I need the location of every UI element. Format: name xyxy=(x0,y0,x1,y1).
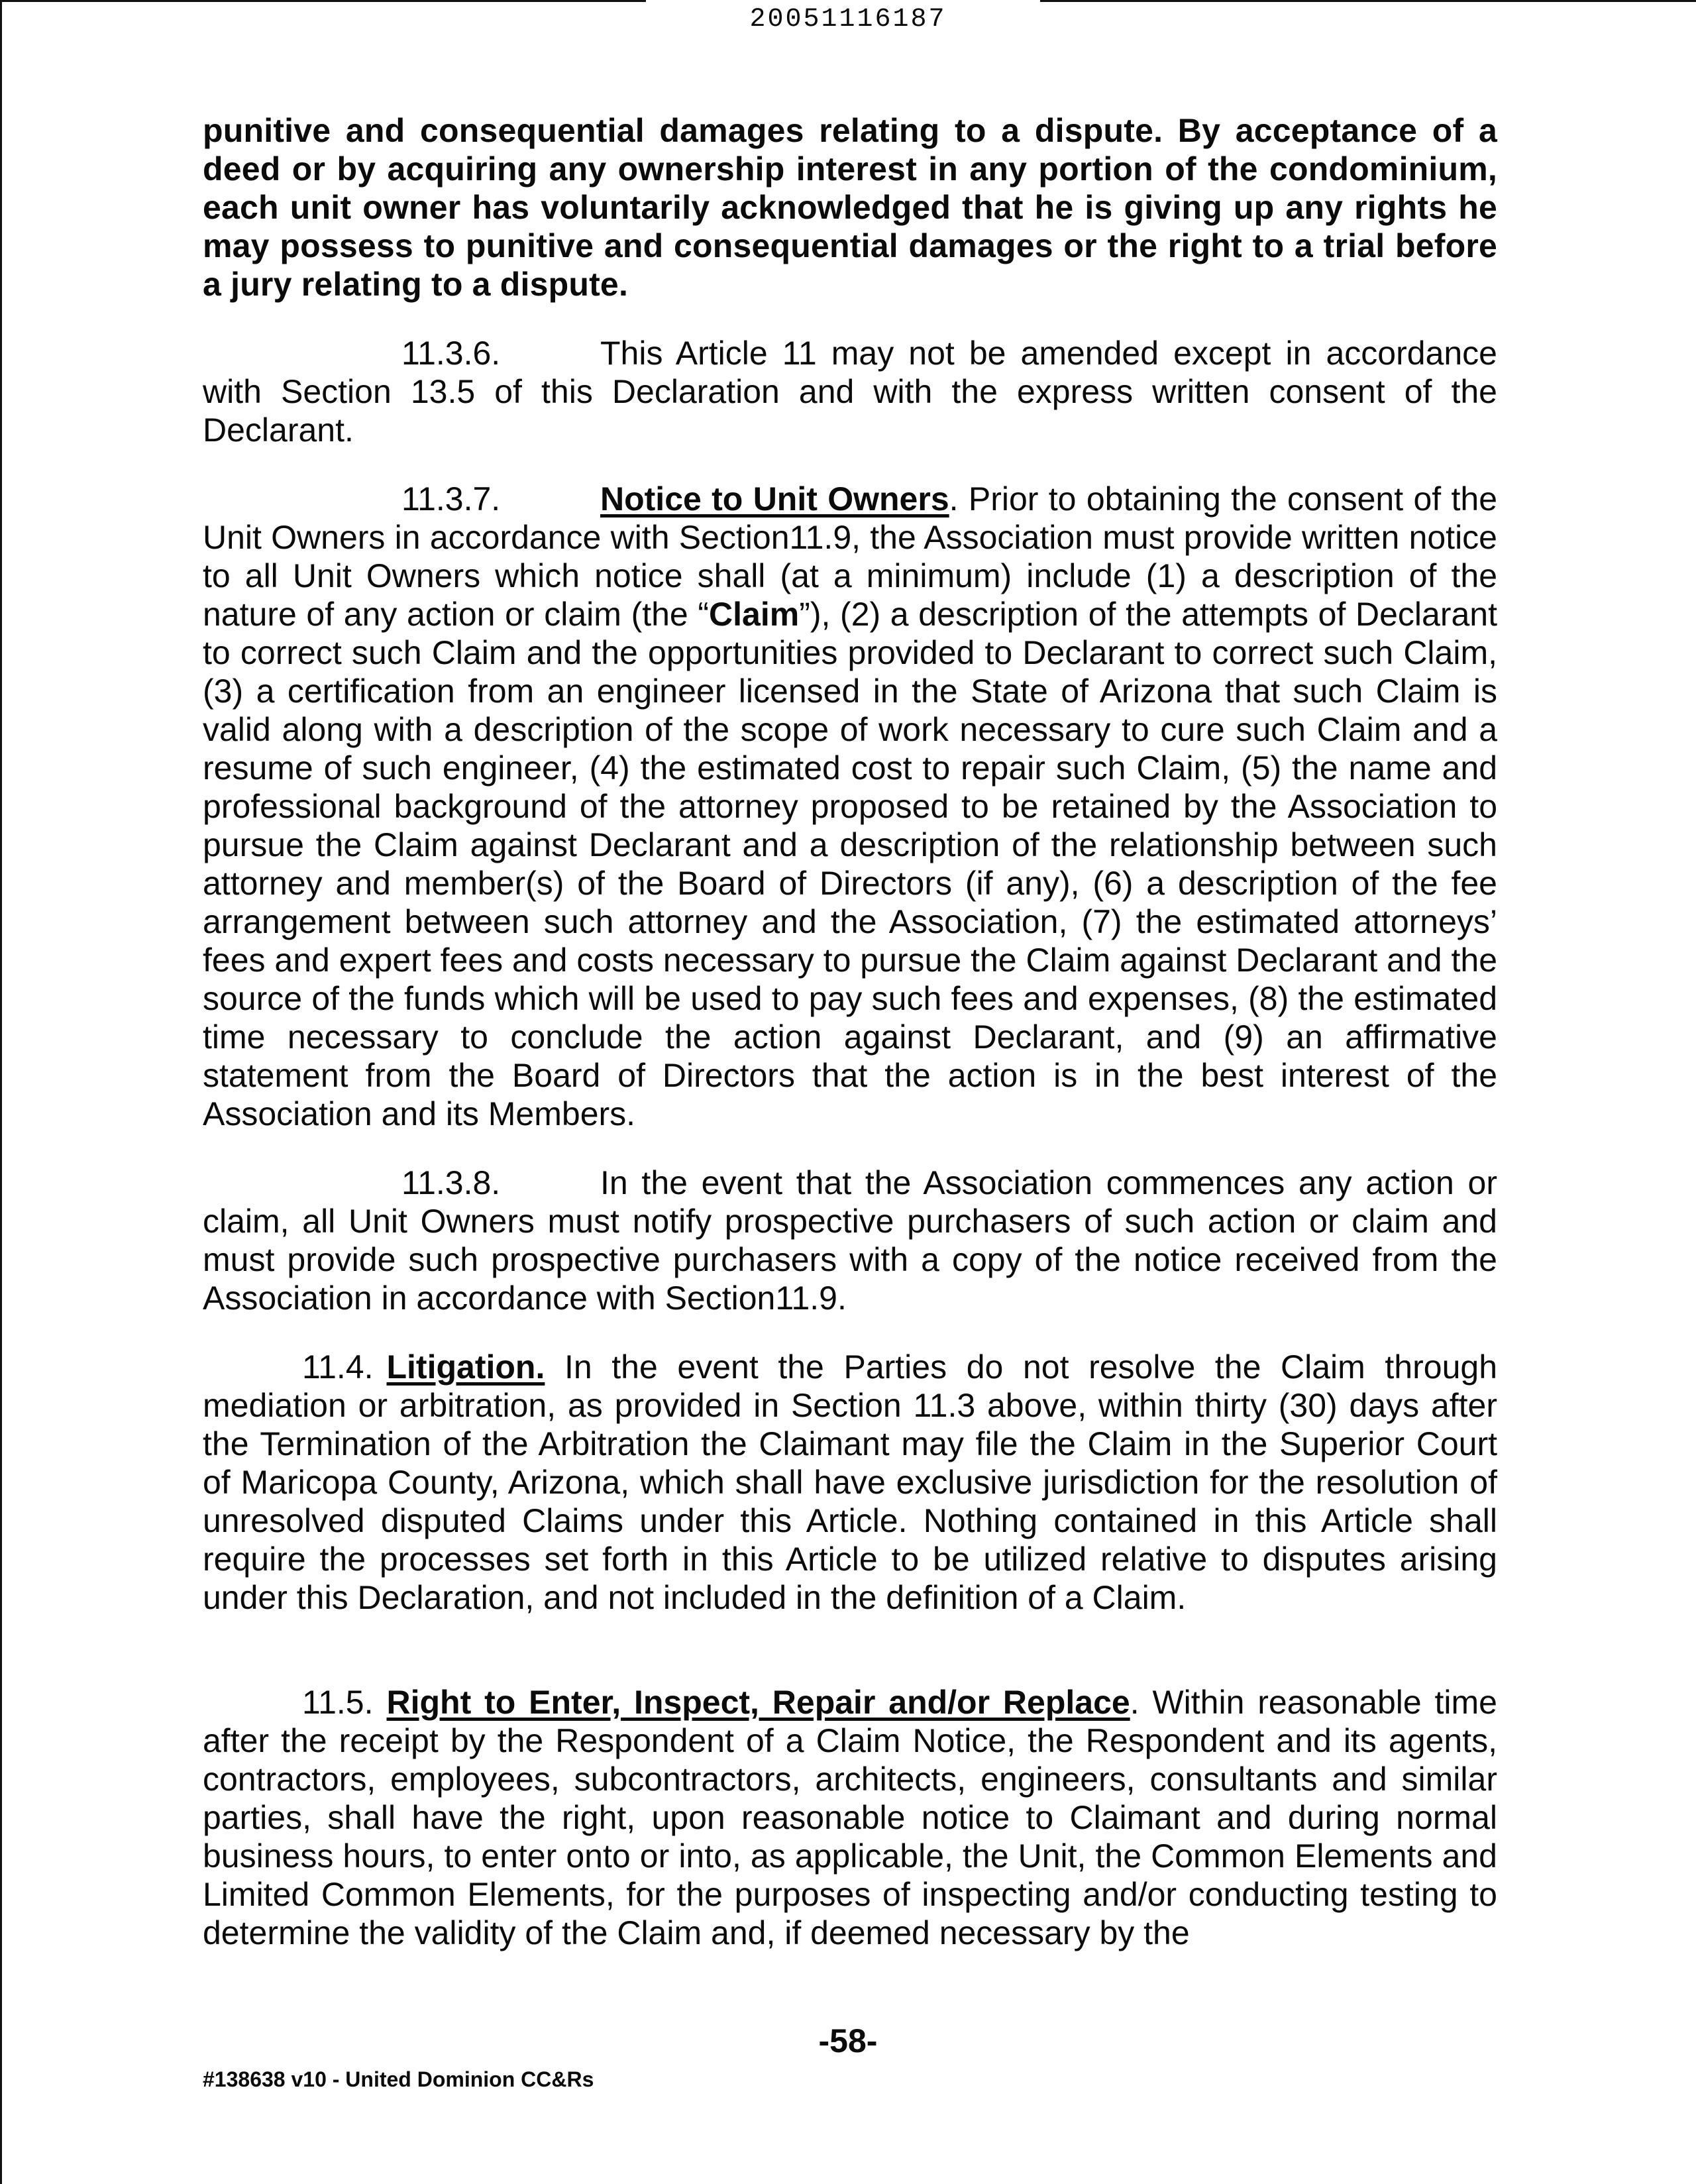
page-body xyxy=(203,111,1497,1952)
section-heading: Right to Enter, Inspect, Repair and/or Replace xyxy=(386,1684,1130,1721)
defined-term: Claim xyxy=(709,596,800,633)
paragraph-text: In the event the Parties do not resolve the Claim through mediation or arbitration, as provided in Section 11.3 above, within thirty (30) days after the Termination of the Arbitration the Claimant may file the Claim in the Superior Court of Maricopa County, Arizona, which shall have exclusive jurisdiction for the resolution of unresolved disputed Claims under this Article. Nothing contained in this Article shall require the processes set forth in this Article to be utilized relative to disputes arising under this Declaration, and not included in the definition of a Claim. xyxy=(203,1348,1497,1616)
top-border-right xyxy=(1040,0,1696,2)
section-number: 11.3.7. xyxy=(401,480,501,518)
paragraph-text: punitive and consequential damages relating to a dispute. By acceptance of a deed or by acquiring any ownership interest in any portion of the condominium, each unit owner has voluntarily acknowledged that he is giving up any rights he may possess to punitive and consequential damages or the right to a trial before a jury relating to a dispute. xyxy=(203,112,1497,303)
paragraph-11-3-6 xyxy=(203,334,1497,449)
paragraph-text: In the event that the Association commences any action or claim, all Unit Owners must notify prospective purchasers of such action or claim and must provide such prospective purchasers with a copy of the notice received from the Association in accordance with Section11.9. xyxy=(203,1164,1497,1317)
paragraph-11-3-7 xyxy=(203,480,1497,1133)
section-heading: Litigation. xyxy=(386,1348,545,1386)
paragraph-11-4 xyxy=(203,1348,1497,1617)
section-number: 11.3.8. xyxy=(401,1164,501,1201)
paragraph-11-5 xyxy=(203,1683,1497,1952)
section-heading: Notice to Unit Owners xyxy=(600,480,949,518)
paragraph-11-3-8 xyxy=(203,1164,1497,1317)
left-border xyxy=(0,0,2,2184)
paragraph-punitive-damages xyxy=(203,111,1497,303)
section-number: 11.4. xyxy=(302,1348,374,1386)
paragraph-text-continued: ”), (2) a description of the attempts of Declarant to correct such Claim and the opportunities provided to Declarant to correct such Claim, (3) a certification from an engineer licensed in the State of Arizona that such Claim is valid along with a description of the scope of work necessary to cure such Claim and a resume of such engineer, (4) the estimated cost to repair such Claim, (5) the name and professional background of the attorney proposed to be retained by the Association to pursue the Claim against Declarant and a description of the relationship between such attorney and member(s) of the Board of Directors (if any), (6) a description of the fee arrangement between such attorney and the Association, (7) the estimated attorneys’ fees and expert fees and costs necessary to pursue the Claim against Declarant and the source of the funds which will be used to pay such fees and expenses, (8) the estimated time necessary to conclude the action against Declarant, and (9) an affirmative statement from the Board of Directors that the action is in the best interest of the Association and its Members. xyxy=(203,596,1497,1132)
top-border-left xyxy=(0,0,646,2)
recording-number: 20051116187 xyxy=(749,5,947,34)
paragraph-text: . Within reasonable time after the receipt by the Respondent of a Claim Notice, the Respondent and its agents, contractors, employees, subcontractors, architects, engineers, consultants and similar parties, shall have the right, upon reasonable notice to Claimant and during normal business hours, to enter onto or into, as applicable, the Unit, the Common Elements and Limited Common Elements, for the purposes of inspecting and/or conducting testing to determine the validity of the Claim and, if deemed necessary by the xyxy=(203,1684,1497,1951)
page-number: -58- xyxy=(818,2022,878,2059)
document-reference: #138638 v10 - United Dominion CC&Rs xyxy=(203,2067,594,2091)
section-number: 11.5. xyxy=(302,1684,374,1721)
paragraph-text: This Article 11 may not be amended except in accordance with Section 13.5 of this Declaration and with the express written consent of the Declarant. xyxy=(203,335,1497,449)
paragraph-text: . Prior to obtaining the consent of the Unit Owners in accordance with Section11.9, the Association must provide written notice to all Unit Owners which notice shall (at a minimum) include (1) a description of the nature of any action or claim (the “ xyxy=(203,480,1498,633)
section-number: 11.3.6. xyxy=(401,335,501,372)
